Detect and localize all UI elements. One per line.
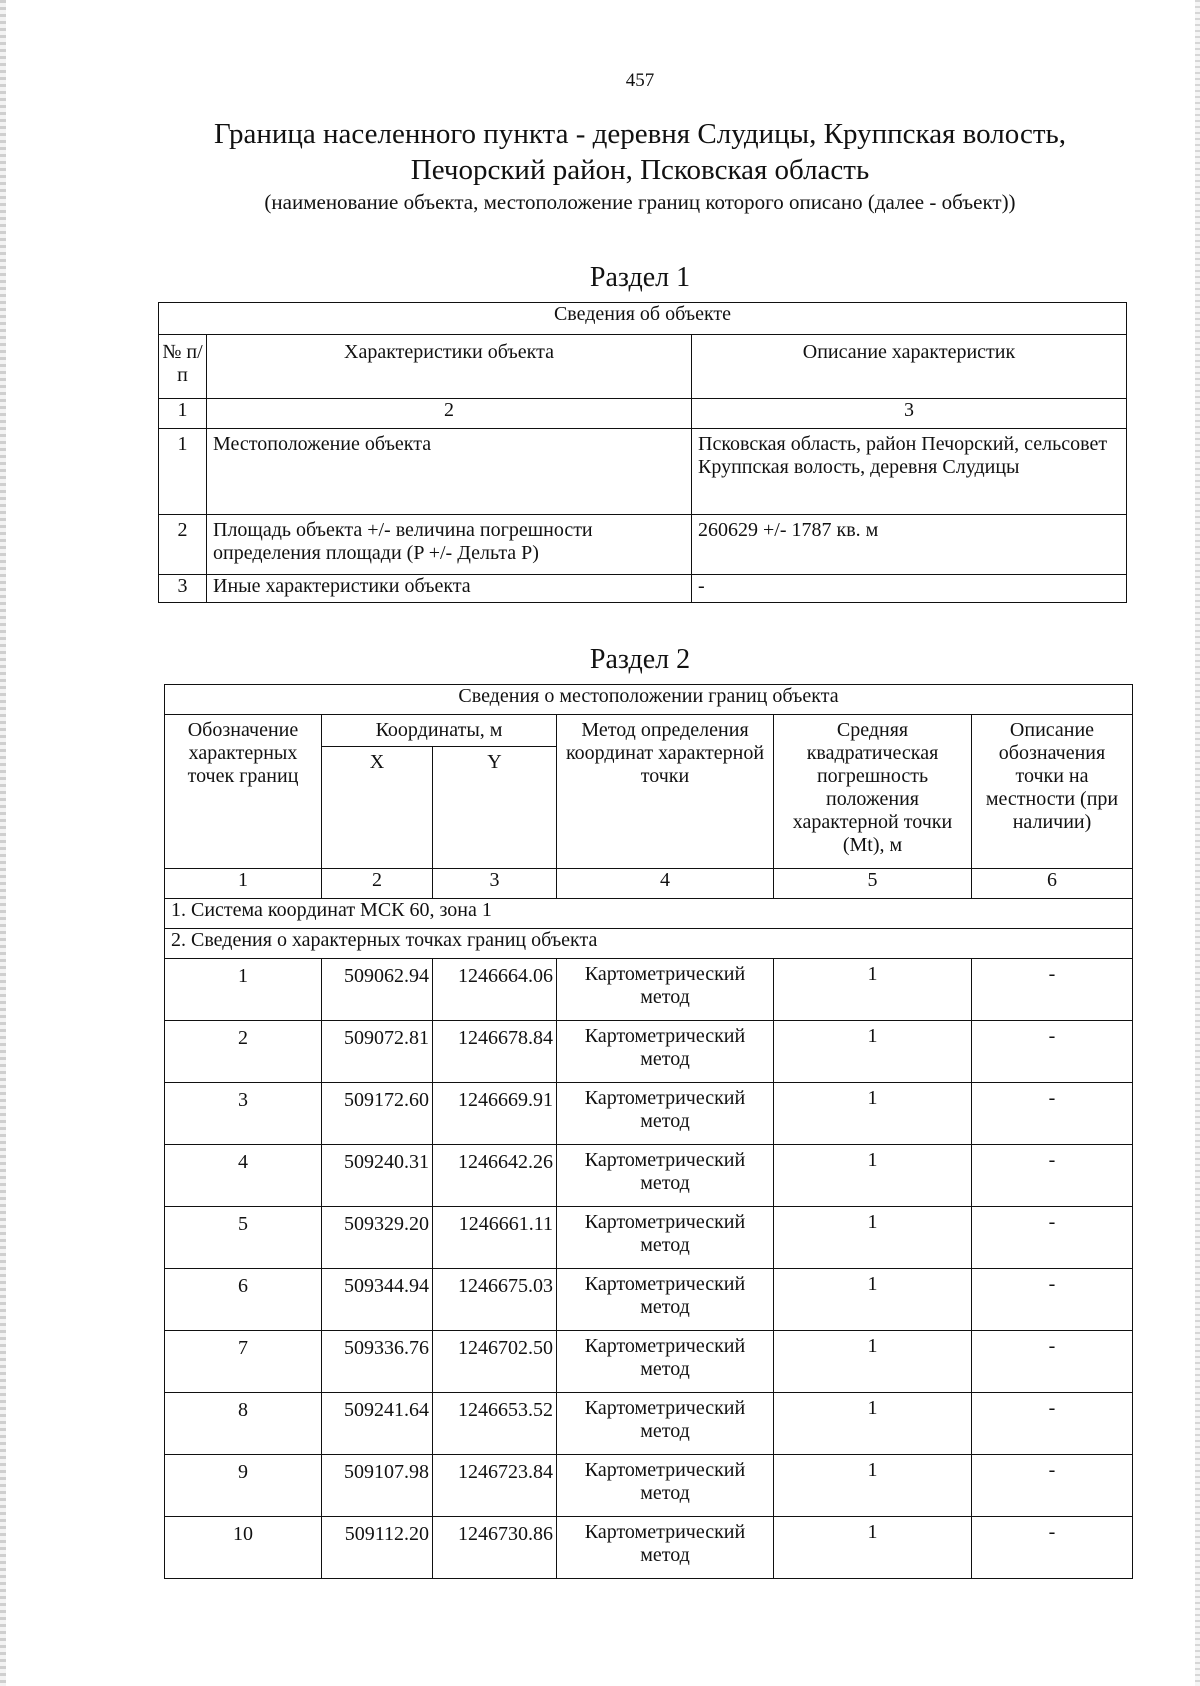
- point-number: 10: [165, 1517, 322, 1579]
- point-method: Картометрический метод: [557, 959, 774, 1021]
- header-row: [165, 715, 1133, 747]
- row-description: Псковская область, район Печорский, сельсовет Круппская волость, деревня Слудицы: [692, 429, 1127, 515]
- header-method: Метод определения координат характерной точки: [557, 715, 774, 869]
- header-x: X: [322, 747, 433, 869]
- header-point-description: Описание обозначения точки на местности (при наличии): [972, 715, 1133, 869]
- point-description: -: [972, 1269, 1133, 1331]
- index-cell: 4: [557, 869, 774, 899]
- point-number: 7: [165, 1331, 322, 1393]
- point-method: Картометрический метод: [557, 1021, 774, 1083]
- point-error: 1: [774, 1269, 972, 1331]
- point-description: -: [972, 1331, 1133, 1393]
- point-y: 1246678.84: [433, 1021, 557, 1083]
- document-title: [0, 116, 1200, 188]
- point-method: Картометрический метод: [557, 1455, 774, 1517]
- point-error: 1: [774, 1517, 972, 1579]
- point-number: 8: [165, 1393, 322, 1455]
- section-2-heading: Раздел 2: [589, 644, 691, 675]
- header-coordinates: Координаты, м: [322, 715, 557, 747]
- section-1-heading: Раздел 1: [589, 262, 691, 293]
- point-number: 6: [165, 1269, 322, 1331]
- title-line-1: Граница населенного пункта - деревня Слудицы, Круппская волость,: [214, 118, 1066, 150]
- index-cell: 2: [207, 399, 692, 429]
- header-y: Y: [433, 747, 557, 869]
- row-characteristic: Площадь объекта +/- величина погрешности определения площади (P +/- Дельта P): [207, 515, 692, 575]
- point-error: 1: [774, 959, 972, 1021]
- coordinate-system: 1. Система координат МСК 60, зона 1: [165, 899, 1133, 929]
- point-error: 1: [774, 1021, 972, 1083]
- index-cell: 6: [972, 869, 1133, 899]
- index-row: [165, 869, 1133, 899]
- point-method: Картометрический метод: [557, 1517, 774, 1579]
- table-row: [165, 1455, 1133, 1517]
- table-row: [165, 1331, 1133, 1393]
- table-row: [165, 1207, 1133, 1269]
- header-error: Средняя квадратическая погрешность положения характерной точки (Mt), м: [774, 715, 972, 869]
- table-row: [165, 959, 1133, 1021]
- table-row: [159, 575, 1127, 603]
- table-row: [159, 515, 1127, 575]
- boundary-table-title: Сведения о местоположении границ объекта: [165, 685, 1133, 715]
- page-number: 457: [625, 70, 655, 91]
- point-description: -: [972, 1455, 1133, 1517]
- point-number: 1: [165, 959, 322, 1021]
- point-x: 509112.20: [322, 1517, 433, 1579]
- header-description: Описание характеристик: [692, 335, 1127, 399]
- table-row: [165, 1393, 1133, 1455]
- header-no: № п/п: [159, 335, 207, 399]
- point-description: -: [972, 959, 1133, 1021]
- point-x: 509172.60: [322, 1083, 433, 1145]
- point-method: Картометрический метод: [557, 1207, 774, 1269]
- point-y: 1246661.11: [433, 1207, 557, 1269]
- point-y: 1246653.52: [433, 1393, 557, 1455]
- row-no: 2: [159, 515, 207, 575]
- point-method: Картометрический метод: [557, 1269, 774, 1331]
- table-title-row: [165, 685, 1133, 715]
- index-cell: 2: [322, 869, 433, 899]
- point-x: 509336.76: [322, 1331, 433, 1393]
- point-error: 1: [774, 1331, 972, 1393]
- row-characteristic: Местоположение объекта: [207, 429, 692, 515]
- point-y: 1246642.26: [433, 1145, 557, 1207]
- point-method: Картометрический метод: [557, 1083, 774, 1145]
- point-number: 9: [165, 1455, 322, 1517]
- row-description: 260629 +/- 1787 кв. м: [692, 515, 1127, 575]
- scan-edge-left: [0, 0, 6, 1686]
- point-number: 5: [165, 1207, 322, 1269]
- point-x: 509329.20: [322, 1207, 433, 1269]
- object-info-table: [158, 302, 1127, 603]
- index-row: [159, 399, 1127, 429]
- header-row: [159, 335, 1127, 399]
- point-x: 509107.98: [322, 1455, 433, 1517]
- point-y: 1246730.86: [433, 1517, 557, 1579]
- points-heading: 2. Сведения о характерных точках границ объекта: [165, 929, 1133, 959]
- boundary-points-table: [164, 684, 1133, 1579]
- point-error: 1: [774, 1455, 972, 1517]
- index-cell: 5: [774, 869, 972, 899]
- point-y: 1246664.06: [433, 959, 557, 1021]
- index-cell: 3: [692, 399, 1127, 429]
- point-number: 2: [165, 1021, 322, 1083]
- table-title-row: [159, 303, 1127, 335]
- scan-edge-right: [1195, 0, 1200, 1686]
- row-no: 3: [159, 575, 207, 603]
- table-row: [159, 429, 1127, 515]
- table-row: [165, 1145, 1133, 1207]
- table-row: [165, 1021, 1133, 1083]
- point-error: 1: [774, 1145, 972, 1207]
- point-description: -: [972, 1083, 1133, 1145]
- point-y: 1246675.03: [433, 1269, 557, 1331]
- table-row: [165, 1517, 1133, 1579]
- point-error: 1: [774, 1393, 972, 1455]
- point-description: -: [972, 1145, 1133, 1207]
- point-y: 1246723.84: [433, 1455, 557, 1517]
- point-description: -: [972, 1021, 1133, 1083]
- point-number: 3: [165, 1083, 322, 1145]
- index-cell: 1: [159, 399, 207, 429]
- point-x: 509240.31: [322, 1145, 433, 1207]
- table-row: [165, 1269, 1133, 1331]
- header-characteristics: Характеристики объекта: [207, 335, 692, 399]
- index-cell: 1: [165, 869, 322, 899]
- point-error: 1: [774, 1083, 972, 1145]
- point-x: 509344.94: [322, 1269, 433, 1331]
- table-row: [165, 1083, 1133, 1145]
- point-description: -: [972, 1517, 1133, 1579]
- point-y: 1246702.50: [433, 1331, 557, 1393]
- point-method: Картометрический метод: [557, 1331, 774, 1393]
- point-method: Картометрический метод: [557, 1393, 774, 1455]
- row-characteristic: Иные характеристики объекта: [207, 575, 692, 603]
- point-y: 1246669.91: [433, 1083, 557, 1145]
- point-x: 509241.64: [322, 1393, 433, 1455]
- row-description: -: [692, 575, 1127, 603]
- point-x: 509062.94: [322, 959, 433, 1021]
- header-points: Обозначение характерных точек границ: [165, 715, 322, 869]
- point-number: 4: [165, 1145, 322, 1207]
- point-description: -: [972, 1393, 1133, 1455]
- index-cell: 3: [433, 869, 557, 899]
- object-info-title: Сведения об объекте: [159, 303, 1127, 335]
- point-error: 1: [774, 1207, 972, 1269]
- title-caption: (наименование объекта, местоположение границ которого описано (далее - объект)): [264, 190, 1016, 214]
- title-line-2: Печорский район, Псковская область: [410, 154, 870, 186]
- points-heading-row: [165, 929, 1133, 959]
- point-x: 509072.81: [322, 1021, 433, 1083]
- system-row: [165, 899, 1133, 929]
- row-no: 1: [159, 429, 207, 515]
- point-method: Картометрический метод: [557, 1145, 774, 1207]
- point-description: -: [972, 1207, 1133, 1269]
